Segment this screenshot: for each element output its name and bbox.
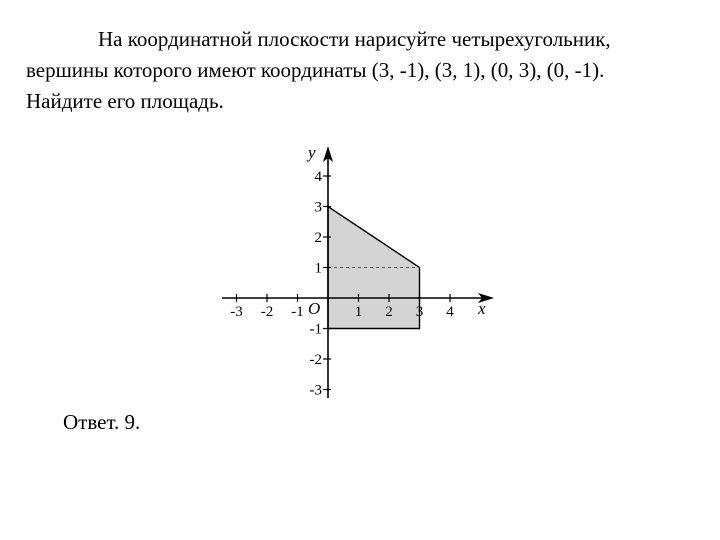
y-tick-label: 1 — [314, 260, 322, 277]
problem-statement — [26, 24, 706, 117]
origin-label: O — [308, 299, 321, 318]
problem-line-2: вершины которого имеют координаты (3, -1), (3, 1), (0, 3), (0, -1). — [26, 58, 605, 82]
answer: Ответ. 9. — [63, 410, 141, 434]
coordinate-plane-figure — [216, 138, 498, 400]
x-tick-label: 3 — [415, 304, 424, 320]
y-tick-label: 2 — [314, 230, 322, 246]
y-tick-label: 3 — [314, 199, 322, 216]
x-axis-label: x — [478, 299, 486, 318]
y-tick-label: 4 — [314, 169, 322, 185]
x-tick-label: 2 — [385, 304, 393, 320]
x-tick-label: -1 — [291, 304, 304, 320]
x-tick-label: -3 — [230, 304, 243, 320]
problem-line-3: Найдите его площадь. — [26, 89, 224, 113]
y-axis-label: y — [308, 143, 316, 162]
problem-line-1: На координатной плоскости нарисуйте четырехугольник, — [98, 27, 611, 51]
y-tick-label: -1 — [309, 321, 322, 338]
x-tick-label: -2 — [260, 304, 274, 320]
y-tick-label: -3 — [309, 382, 322, 399]
x-tick-label: 1 — [354, 304, 363, 320]
coordinate-plane — [216, 138, 498, 400]
x-tick-label: 4 — [446, 304, 454, 320]
y-tick-label: -2 — [309, 352, 322, 368]
